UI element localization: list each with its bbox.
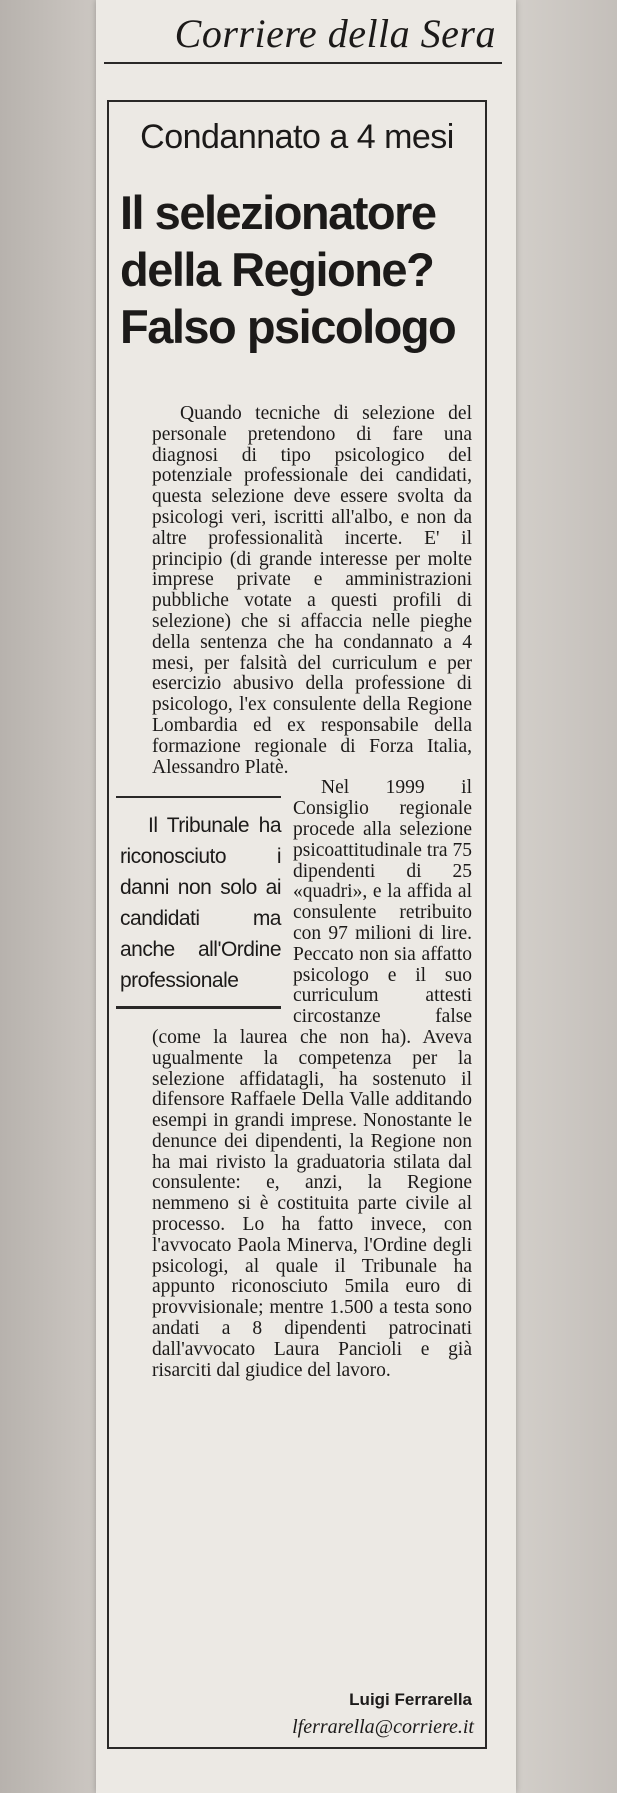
author-email: lferrarella@corriere.it	[292, 1716, 474, 1738]
background-left	[0, 0, 100, 1793]
article-headline	[120, 184, 480, 355]
masthead: Corriere della Sera	[174, 11, 496, 56]
masthead-divider	[104, 62, 502, 64]
pull-quote-top-rule	[116, 796, 281, 798]
headline-line: Falso psicologo	[120, 300, 456, 353]
headline-line: Il selezionatore	[120, 186, 436, 239]
pull-quote	[116, 796, 281, 1009]
body-paragraph	[120, 777, 472, 1381]
pull-quote-bottom-rule	[116, 1006, 281, 1009]
body-paragraph: Quando tecniche di selezione del personale pretendono di fare una diagnosi di tipo psicologico del potenziale professionale dei candidati, questa selezione deve essere svolta da psicologi veri, iscritti all'albo, e non da altre professionalità incerte. E' il principio (di grande interesse per molte imprese private e amministrazioni pubbliche votate a questi profili di selezione) che si affaccia nelle pieghe della sentenza che ha condannato a 4 mesi, per falsità del curriculum e per esercizio abusivo della professione di psicologo, l'ex consulente della Regione Lombardia ed ex responsabile della formazione regionale di Forza Italia, Alessandro Platè.	[152, 403, 472, 778]
pull-quote-text: Il Tribunale ha riconosciuto i danni non solo ai candidati ma anche all'Ordine professionale	[120, 814, 281, 993]
article-body	[120, 403, 472, 1381]
article-kicker: Condannato a 4 mesi	[140, 118, 454, 156]
headline-line: della Regione?	[120, 243, 434, 296]
author-byline: Luigi Ferrarella	[349, 1690, 472, 1709]
body-paragraph-text: Nel 1999 il Consiglio regionale procede alla selezione psicoattitudinale tra 75 dipendenti di 25 «quadri», e la affida al consulente retribuito con 97 milioni di lire. Peccato non sia affatto psicologo e il suo curriculum attesti circostanze false (come la laurea che non ha). Aveva ugualmente la competenza per la selezione affidatagli, ha sostenuto il difensore Raffaele Della Valle additando esempi in grandi imprese. Nonostante le denunce dei dipendenti, la Regione non ha mai rivisto la graduatoria stilata dal consulente: e, anzi, la Regione nemmeno si è costituita parte civile al processo. Lo ha fatto invece, con l'avvocato Paola Minerva, l'Ordine degli psicologi, al quale il Tribunale ha appunto riconosciuto 5mila euro di provvisionale; mentre 1.500 a testa sono andati a 8 dipendenti patrocinati dall'avvocato Laura Pancioli e già risarciti dal giudice del lavoro.	[152, 777, 472, 1381]
